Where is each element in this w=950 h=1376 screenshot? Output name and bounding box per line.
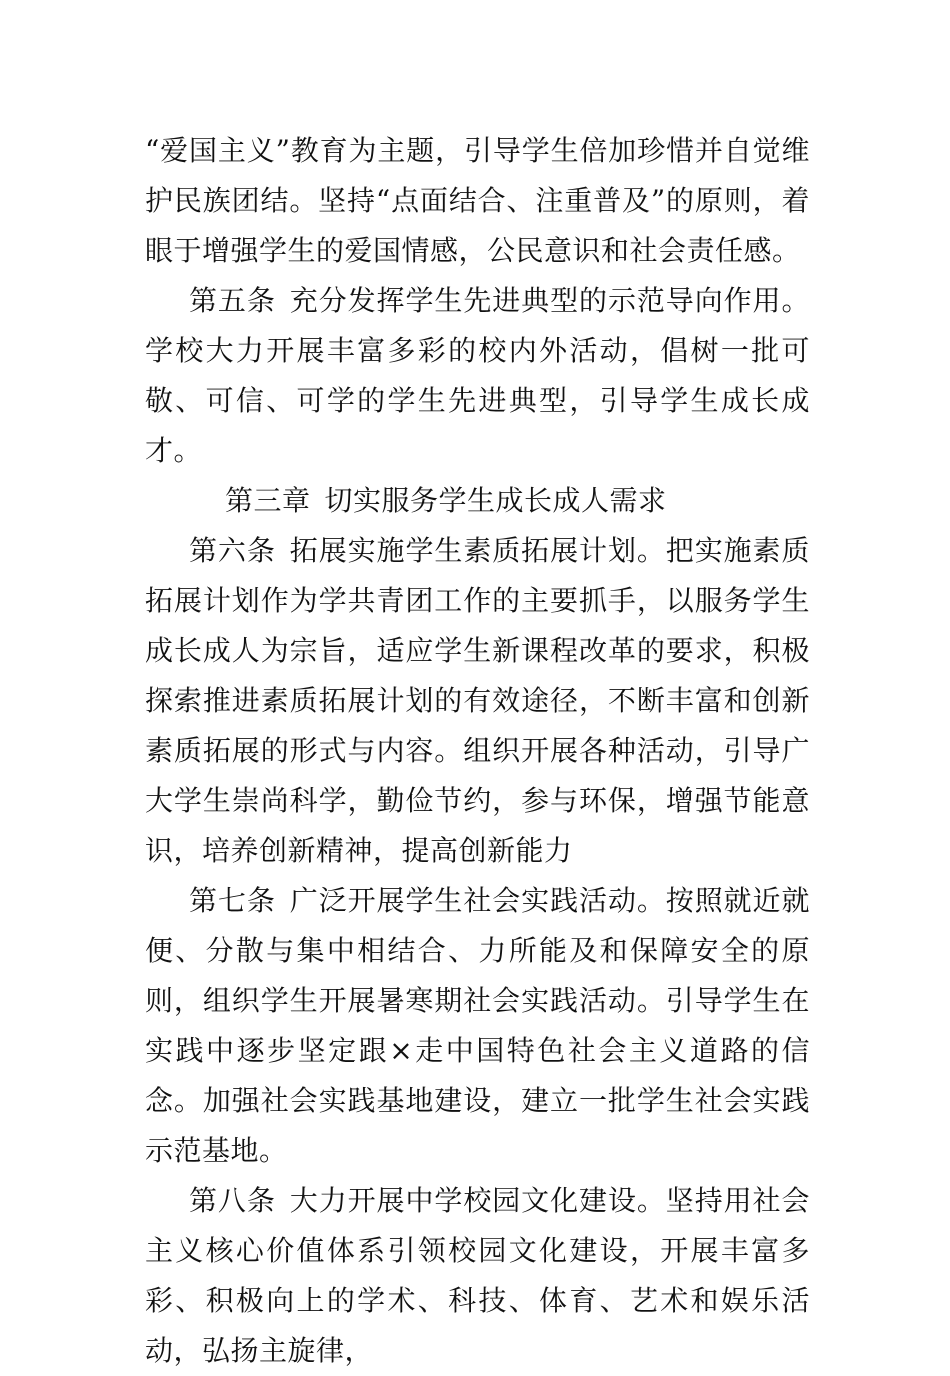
article-number: 第六条 [189, 534, 276, 567]
article-number: 第八条 [189, 1184, 276, 1217]
paragraph-article-7 [145, 876, 810, 1176]
document-body [145, 126, 810, 1376]
paragraph-text: “爱国主义”教育为主题，引导学生倍加珍惜并自觉维护民族团结。坚持“点面结合、注重普及”的原则，着眼于增强学生的爱国情感，公民意识和社会责任感。 [145, 134, 810, 267]
article-number: 第七条 [189, 884, 276, 917]
chapter-heading [145, 476, 810, 526]
paragraph-text: 充分发挥学生先进典型的示范导向作用。学校大力开展丰富多彩的校内外活动，倡树一批可敬、可信、可学的学生先进典型，引导学生成长成才。 [145, 284, 810, 467]
paragraph-text: 大力开展中学校园文化建设。坚持用社会主义核心价值体系引领校园文化建设，开展丰富多彩、积极向上的学术、科技、体育、艺术和娱乐活动，弘扬主旋律， [145, 1184, 810, 1367]
article-number: 第五条 [189, 284, 276, 317]
paragraph-text: 拓展实施学生素质拓展计划。把实施素质拓展计划作为学共青团工作的主要抓手，以服务学生成长成人为宗旨，适应学生新课程改革的要求，积极探索推进素质拓展计划的有效途径，不断丰富和创新素质拓展的形式与内容。组织开展各种活动，引导广大学生崇尚科学，勤俭节约，参与环保，增强节能意识，培养创新精神，提高创新能力 [145, 534, 810, 867]
chapter-title: 切实服务学生成长成人需求 [324, 484, 667, 517]
paragraph-article-8 [145, 1176, 810, 1376]
paragraph-continued [145, 126, 810, 276]
paragraph-article-5 [145, 276, 810, 476]
chapter-number: 第三章 [225, 484, 311, 517]
paragraph-article-6 [145, 526, 810, 876]
paragraph-text: 广泛开展学生社会实践活动。按照就近就便、分散与集中相结合、力所能及和保障安全的原则，组织学生开展暑寒期社会实践活动。引导学生在实践中逐步坚定跟×走中国特色社会主义道路的信念。加强社会实践基地建设，建立一批学生社会实践示范基地。 [145, 884, 810, 1167]
